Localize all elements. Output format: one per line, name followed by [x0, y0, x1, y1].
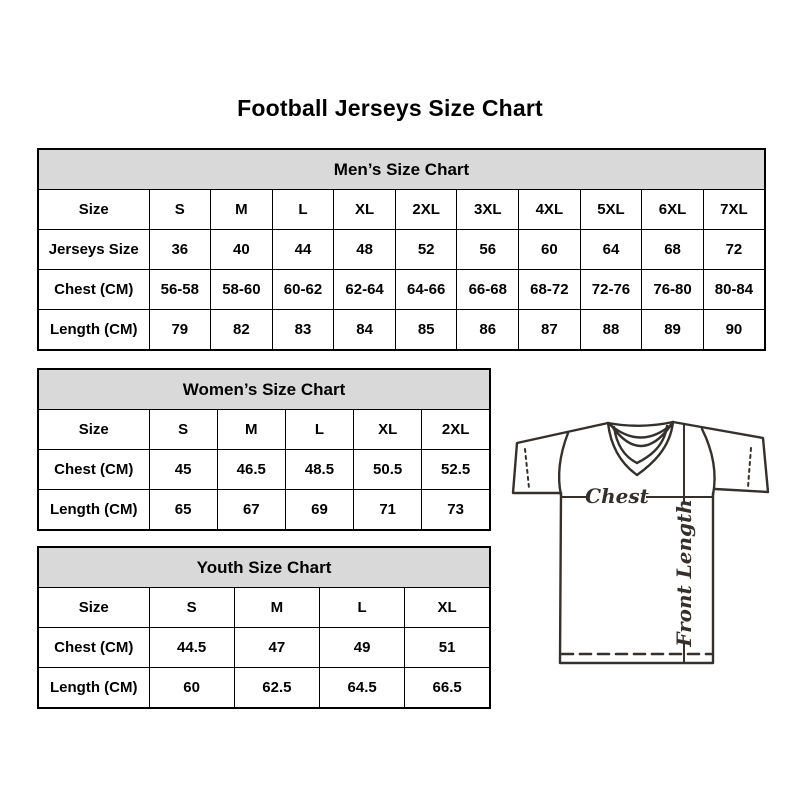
table-cell: 58-60 [211, 270, 273, 310]
table-cell: 68 [642, 230, 704, 270]
table-cell: 72-76 [580, 270, 642, 310]
row-label: Size [38, 190, 149, 230]
table-cell: 62-64 [334, 270, 396, 310]
table-cell: 67 [217, 490, 285, 531]
jersey-left-seam [559, 433, 568, 495]
table-cell: 82 [211, 310, 273, 351]
table-cell: M [211, 190, 273, 230]
table-cell: 7XL [703, 190, 765, 230]
table-cell: 40 [211, 230, 273, 270]
table-cell: L [285, 410, 353, 450]
table-cell: 6XL [642, 190, 704, 230]
table-cell: 60 [149, 668, 234, 709]
table-cell: L [320, 588, 405, 628]
table-cell: 65 [149, 490, 217, 531]
jersey-collar-top [608, 422, 673, 426]
table-cell: 5XL [580, 190, 642, 230]
jersey-left-cuff-stitch [525, 449, 529, 488]
table-cell: XL [405, 588, 490, 628]
row-label: Chest (CM) [38, 450, 149, 490]
table-cell: 60 [519, 230, 581, 270]
table-cell: 64-66 [395, 270, 457, 310]
table-cell: 44 [272, 230, 334, 270]
row-label: Length (CM) [38, 490, 149, 531]
table-cell: 60-62 [272, 270, 334, 310]
table-cell: 69 [285, 490, 353, 531]
table-cell: 71 [354, 490, 422, 531]
jersey-right-cuff-stitch [748, 448, 751, 487]
mens-table-title: Men’s Size Chart [38, 149, 765, 190]
table-cell: 84 [334, 310, 396, 351]
row-label: Size [38, 410, 149, 450]
front-length-label: Front Length [672, 499, 696, 647]
table-cell: 68-72 [519, 270, 581, 310]
mens-size-table [37, 148, 766, 351]
table-cell: 89 [642, 310, 704, 351]
table-cell: XL [334, 190, 396, 230]
womens-size-table [37, 368, 491, 531]
table-cell: 36 [149, 230, 211, 270]
table-cell: 4XL [519, 190, 581, 230]
table-cell: 62.5 [234, 668, 319, 709]
table-cell: 48 [334, 230, 396, 270]
table-cell: 90 [703, 310, 765, 351]
table-cell: 88 [580, 310, 642, 351]
jersey-right-seam [702, 429, 715, 495]
row-label: Length (CM) [38, 668, 149, 709]
table-cell: 52 [395, 230, 457, 270]
table-cell: 56 [457, 230, 519, 270]
youth-table-title: Youth Size Chart [38, 547, 490, 588]
page-title: Football Jerseys Size Chart [237, 95, 543, 121]
table-cell: 73 [422, 490, 490, 531]
table-cell: 50.5 [354, 450, 422, 490]
table-cell: 87 [519, 310, 581, 351]
table-cell: 56-58 [149, 270, 211, 310]
row-label: Chest (CM) [38, 270, 149, 310]
table-cell: M [234, 588, 319, 628]
table-cell: 45 [149, 450, 217, 490]
table-cell: 80-84 [703, 270, 765, 310]
table-cell: 66.5 [405, 668, 490, 709]
table-cell: 51 [405, 628, 490, 668]
youth-size-table [37, 546, 491, 709]
womens-table-title: Women’s Size Chart [38, 369, 490, 410]
table-cell: 2XL [422, 410, 490, 450]
table-cell: 86 [457, 310, 519, 351]
jersey-measurement-diagram [505, 403, 775, 665]
table-cell: S [149, 588, 234, 628]
table-cell: 44.5 [149, 628, 234, 668]
table-cell: 64.5 [320, 668, 405, 709]
table-cell: L [272, 190, 334, 230]
table-cell: 46.5 [217, 450, 285, 490]
table-cell: S [149, 410, 217, 450]
table-cell: S [149, 190, 211, 230]
table-cell: 66-68 [457, 270, 519, 310]
table-cell: XL [354, 410, 422, 450]
table-cell: 83 [272, 310, 334, 351]
table-cell: 76-80 [642, 270, 704, 310]
row-label: Chest (CM) [38, 628, 149, 668]
table-cell: 79 [149, 310, 211, 351]
row-label: Length (CM) [38, 310, 149, 351]
jersey-illustration [505, 403, 775, 665]
row-label: Size [38, 588, 149, 628]
row-label: Jerseys Size [38, 230, 149, 270]
jersey-right-sleeve [673, 422, 768, 492]
table-cell: 85 [395, 310, 457, 351]
table-cell: 3XL [457, 190, 519, 230]
table-cell: 52.5 [422, 450, 490, 490]
table-cell: 2XL [395, 190, 457, 230]
table-cell: 72 [703, 230, 765, 270]
table-cell: 48.5 [285, 450, 353, 490]
chest-label: Chest [585, 484, 649, 508]
table-cell: 64 [580, 230, 642, 270]
table-cell: 49 [320, 628, 405, 668]
table-cell: M [217, 410, 285, 450]
table-cell: 47 [234, 628, 319, 668]
